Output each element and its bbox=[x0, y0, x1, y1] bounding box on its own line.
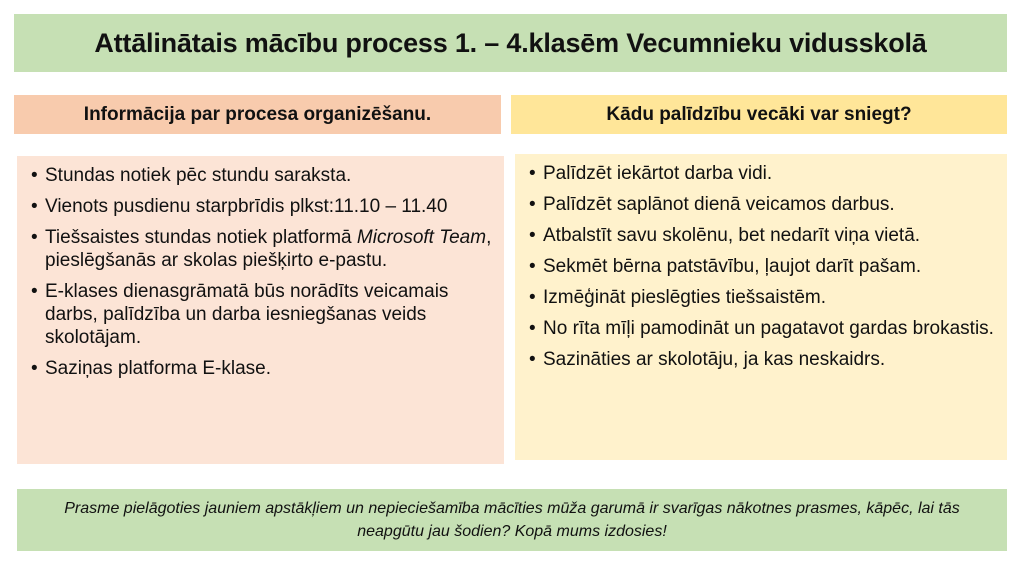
list-item bbox=[31, 226, 494, 272]
list-item bbox=[529, 162, 997, 185]
right-bullet-list bbox=[529, 162, 997, 371]
left-bullet-list bbox=[31, 164, 494, 380]
list-item-text: Izmēģināt pieslēgties tiešsaistēm. bbox=[543, 287, 827, 308]
list-item-text: Palīdzēt saplānot dienā veicamos darbus. bbox=[543, 194, 895, 215]
list-item bbox=[31, 357, 494, 380]
list-item-text: Stundas notiek pēc stundu saraksta. bbox=[45, 165, 352, 186]
footer-banner bbox=[17, 489, 1007, 551]
list-item bbox=[529, 317, 997, 340]
list-item bbox=[529, 286, 997, 309]
list-item-text: E-klases dienasgrāmatā būs norādīts veicamais darbs, palīdzība un darba iesniegšanas veids skolotājam. bbox=[45, 281, 449, 348]
right-panel-heading: Kādu palīdzību vecāki var sniegt? bbox=[511, 95, 1007, 134]
left-panel-body bbox=[17, 156, 504, 464]
list-item bbox=[529, 348, 997, 371]
list-item-text: , pieslēgšanās ar skolas piešķirto e-pastu. bbox=[45, 227, 492, 271]
title-banner bbox=[14, 14, 1007, 72]
platform-name: Microsoft Team bbox=[356, 227, 487, 248]
list-item bbox=[529, 193, 997, 216]
list-item bbox=[529, 224, 997, 247]
footer-text: Prasme pielāgoties jauniem apstākļiem un nepieciešamība mācīties mūža garumā ir svarīgas nākotnes prasmes, kāpēc, lai tās neapgūtu jau šodien? Kopā mums izdosies! bbox=[64, 500, 960, 540]
list-item bbox=[31, 195, 494, 218]
list-item-text: Vienots pusdienu starpbrīdis plkst:11.10 – 11.40 bbox=[45, 196, 448, 217]
list-item-text: Sazināties ar skolotāju, ja kas neskaidrs. bbox=[543, 349, 886, 370]
list-item-text: Atbalstīt savu skolēnu, bet nedarīt viņa vietā. bbox=[543, 225, 921, 246]
list-item-text: Saziņas platforma E-klase. bbox=[45, 358, 271, 379]
list-item bbox=[529, 255, 997, 278]
left-panel-heading: Informācija par procesa organizēšanu. bbox=[14, 95, 501, 134]
list-item-text: Palīdzēt iekārtot darba vidi. bbox=[543, 163, 773, 184]
list-item bbox=[31, 164, 494, 187]
list-item-text: Tiešsaistes stundas notiek platformā bbox=[45, 227, 357, 248]
list-item-text: Sekmēt bērna patstāvību, ļaujot darīt pašam. bbox=[543, 256, 922, 277]
list-item-text: No rīta mīļi pamodināt un pagatavot gardas brokastis. bbox=[543, 318, 994, 339]
list-item bbox=[31, 280, 494, 349]
slide-title: Attālinātais mācību process 1. – 4.klasēm Vecumnieku vidusskolā bbox=[94, 27, 927, 58]
right-panel-body bbox=[515, 154, 1007, 460]
